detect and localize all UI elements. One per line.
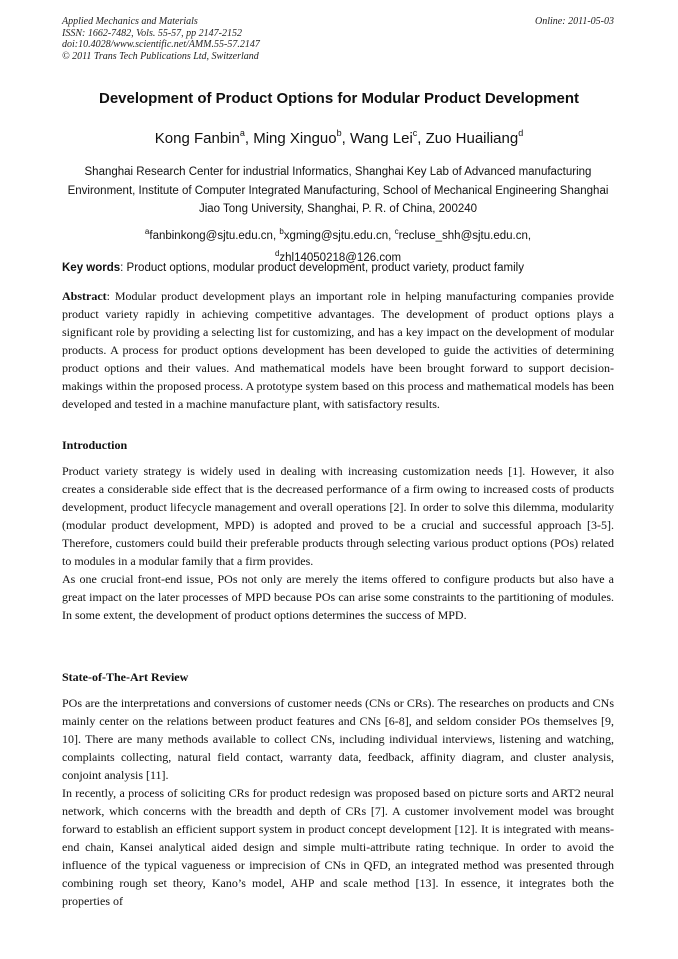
email-address: recluse_shh@sjtu.edu.cn — [398, 229, 528, 242]
author-name: Wang Lei — [349, 130, 413, 147]
author-sup: a — [239, 128, 245, 138]
paragraph: Product variety strategy is widely used in dealing with increasing customization needs [1]. However, it also creates a considerable side effect that is the decreased performance of a firm owing to increased costs of products development, product lifecycle management and overall operations [2]. In order to solve this dilemma, modularity (modular product development, MPD) is adopted and proved to be a crucial and successful approach [3-5]. Therefore, customers could build their preferable products through selecting various product options (POs) related to modules in a modular family that a firm provides. — [62, 464, 614, 568]
author-name: Kong Fanbin — [154, 130, 240, 147]
introduction-body — [62, 462, 614, 624]
review-body — [62, 694, 614, 910]
email-line: $^a$fanbinkong@sjtu.edu.cn, $^b$xgming@sjtu.edu.cn, $^c$recluse_shh@sjtu.edu.cn, — [144, 227, 532, 242]
section-heading-introduction: Introduction — [62, 438, 128, 452]
issn-line: ISSN: 1662-7482, Vols. 55-57, pp 2147-2152 — [62, 27, 242, 39]
abstract-label: Abstract — [62, 289, 107, 303]
email-sup: c — [394, 227, 399, 236]
author-list: Kong Fanbin$^a$, Ming Xinguo$^b$, Wang Lei$^c$, Zuo Huailiang$^d$ — [154, 128, 524, 147]
paragraph: POs are the interpretations and conversions of customer needs (CNs or CRs). The researches on products and CNs mainly center on the relations between product features and CNs [6-8], and seldom consider POs themselves [9, 10]. There are many methods available to collect CNs, including individual interviews, listening and watching, complaints collecting, natural field contact, warranty data, feedback, affinity diagram, and cluster analysis, conjoint analysis [11]. — [62, 696, 614, 782]
email-sup: a — [144, 227, 150, 236]
email-sup: b — [279, 227, 284, 236]
author-sup: d — [518, 128, 524, 138]
keywords-label: Key words — [62, 262, 121, 274]
email-address: zhl14050218@126.com — [279, 252, 402, 265]
paragraph: In recently, a process of soliciting CRs for product redesign was proposed based on picture sorts and ART2 neural network, which concerns with the breadth and depth of CRs [7]. A customer involvement model was brought forward to establish an efficient support system in product concept development [12]. It is integrated with means-end chain, Kansei analytical aided design and simple multi-attribute rating technique. In order to avoid the influence of the typical vagueness or imprecision of CNs in QFD, an integrated method was presented through combining rough set theory, Kano’s model, AHP and scale method [13]. In essence, it integrates both the properties of — [62, 786, 614, 908]
affiliation: Shanghai Research Center for industrial Informatics, Shanghai Key Lab of Advanced manufacturing Environment, Institute of Computer Integrated Manufacturing, School of Mechanical Engineering Shanghai Jiao Tong University, Shanghai, P. R. of China, 200240 — [67, 166, 609, 215]
online-date: Online: 2011-05-03 — [535, 16, 614, 27]
author-name: Zuo Huailiang — [425, 130, 519, 147]
author-sup: c — [412, 128, 418, 138]
email-address: xgming@sjtu.edu.cn — [283, 229, 389, 242]
doi-line: doi:10.4028/www.scientific.net/AMM.55-57.2147 — [62, 39, 260, 50]
email-sup: d — [274, 249, 280, 259]
paragraph: As one crucial front-end issue, POs not only are merely the items offered to configure products but also have a great impact on the later processes of MPD because POs can arise some constraints to the partitioning of modules. In some extent, the development of product options determines the success of MPD. — [62, 572, 614, 622]
email-address: fanbinkong@sjtu.edu.cn — [149, 229, 273, 242]
abstract — [62, 287, 614, 413]
abstract-paragraph — [62, 287, 614, 413]
journal-header — [62, 16, 614, 62]
email-list — [62, 223, 614, 268]
abstract-text: : Modular product development plays an important role in helping manufacturing companies provide product variety rapidly in achieving competitive advantages. The development of product options plays a significant role by providing a selecting list for customizing, and has a key impact on the development of modular products. A process for product options development has been developed to guide the activities of determining product options and their values. And mathematical models have been brought forward to support decision-makings within the proposed process. A prototype system based on this process and mathematical models has been developed and tested in a machine manufacture plant, with satisfactory results. — [62, 289, 614, 411]
keywords-text: : Product options, modular product development, product variety, product family — [120, 262, 524, 274]
paper-title: Development of Product Options for Modular Product Development — [98, 90, 580, 107]
section-heading-review: State-of-The-Art Review — [62, 670, 189, 684]
author-sup: b — [336, 128, 342, 138]
keywords — [62, 262, 622, 274]
journal-name: Applied Mechanics and Materials — [62, 16, 198, 27]
author-name: Ming Xinguo — [253, 130, 337, 147]
copyright-line: © 2011 Trans Tech Publications Ltd, Switzerland — [62, 50, 259, 62]
